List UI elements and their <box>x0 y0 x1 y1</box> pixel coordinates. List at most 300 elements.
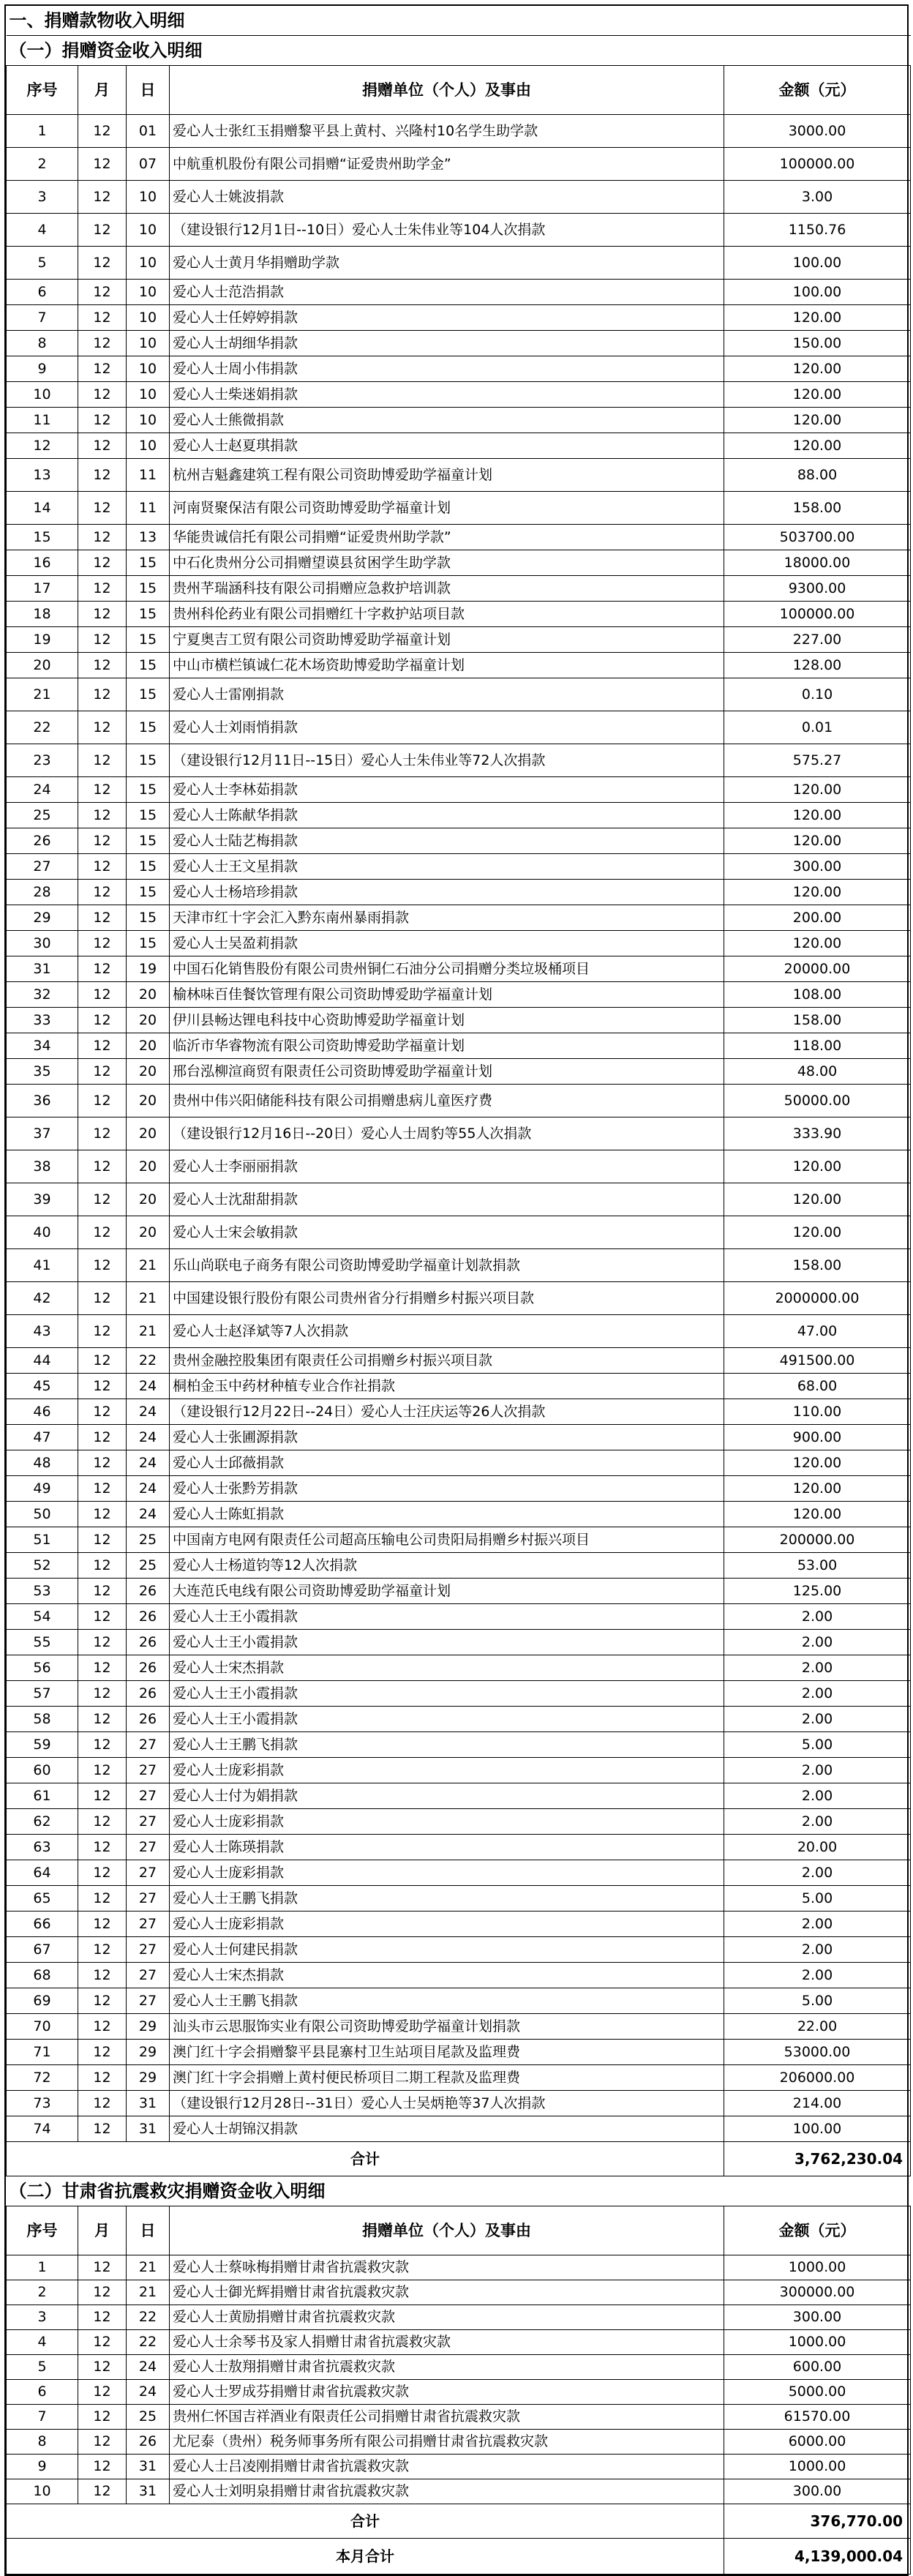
row-amount: 100000.00 <box>724 602 911 627</box>
row-month: 12 <box>78 1630 127 1655</box>
row-number: 25 <box>7 803 78 828</box>
row-month: 12 <box>78 115 127 148</box>
row-donor: 爱心人士刘雨悄捐款 <box>170 711 724 744</box>
row-donor: 爱心人士杨道钧等12人次捐款 <box>170 1553 724 1579</box>
row-donor: 爱心人士宋会敏捐款 <box>170 1216 724 1249</box>
total-value: 376,770.00 <box>724 2504 911 2539</box>
table-row <box>7 1886 911 1912</box>
row-number: 10 <box>7 382 78 408</box>
row-day: 10 <box>127 214 170 247</box>
row-day: 10 <box>127 331 170 356</box>
table-row <box>7 382 911 408</box>
row-donor: 爱心人士王小霞捐款 <box>170 1604 724 1630</box>
row-amount: 100.00 <box>724 2116 911 2142</box>
table-row <box>7 433 911 459</box>
row-amount: 120.00 <box>724 382 911 408</box>
row-month: 12 <box>78 214 127 247</box>
row-donor: 贵州中伟兴阳储能科技有限公司捐赠患病儿童医疗费 <box>170 1085 724 1117</box>
row-amount: 2.00 <box>724 1681 911 1707</box>
row-number: 56 <box>7 1655 78 1681</box>
section2-header-row <box>7 2206 911 2255</box>
row-day: 24 <box>127 2380 170 2405</box>
row-number: 1 <box>7 2255 78 2280</box>
row-donor: 爱心人士沈甜甜捐款 <box>170 1183 724 1216</box>
column-header-donor: 捐赠单位（个人）及事由 <box>170 2206 724 2255</box>
table-row <box>7 181 911 214</box>
row-month: 12 <box>78 1033 127 1059</box>
row-donor: 爱心人士庞彩捐款 <box>170 1912 724 1937</box>
row-month: 12 <box>78 1604 127 1630</box>
table-row <box>7 1059 911 1085</box>
row-number: 11 <box>7 408 78 433</box>
row-day: 31 <box>127 2116 170 2142</box>
table-row <box>7 1502 911 1527</box>
row-donor: 贵州金融控股集团有限责任公司捐赠乡村振兴项目款 <box>170 1348 724 1374</box>
row-amount: 9300.00 <box>724 576 911 602</box>
row-number: 50 <box>7 1502 78 1527</box>
row-number: 53 <box>7 1579 78 1604</box>
row-number: 63 <box>7 1835 78 1860</box>
row-number: 54 <box>7 1604 78 1630</box>
table-row <box>7 331 911 356</box>
row-number: 64 <box>7 1860 78 1886</box>
row-donor: 澳门红十字会捐赠黎平县昆寨村卫生站项目尾款及监理费 <box>170 2040 724 2065</box>
table-row <box>7 280 911 305</box>
row-month: 12 <box>78 1348 127 1374</box>
row-day: 15 <box>127 803 170 828</box>
row-number: 70 <box>7 2014 78 2040</box>
row-day: 27 <box>127 1783 170 1809</box>
table-row <box>7 1117 911 1150</box>
row-amount: 120.00 <box>724 433 911 459</box>
table-row <box>7 777 911 803</box>
row-donor: 爱心人士余琴书及家人捐赠甘肃省抗震救灾款 <box>170 2330 724 2355</box>
row-donor: 爱心人士陈献华捐款 <box>170 803 724 828</box>
table-row <box>7 1732 911 1758</box>
row-number: 62 <box>7 1809 78 1835</box>
row-amount: 110.00 <box>724 1399 911 1425</box>
row-amount: 2.00 <box>724 1707 911 1732</box>
table-row <box>7 2479 911 2504</box>
table-row <box>7 492 911 525</box>
row-month: 12 <box>78 1117 127 1150</box>
row-day: 21 <box>127 1249 170 1282</box>
row-number: 60 <box>7 1758 78 1783</box>
row-day: 11 <box>127 459 170 492</box>
row-number: 48 <box>7 1450 78 1476</box>
row-day: 26 <box>127 1604 170 1630</box>
row-month: 12 <box>78 1059 127 1085</box>
row-day: 26 <box>127 1579 170 1604</box>
row-day: 22 <box>127 2305 170 2330</box>
row-number: 22 <box>7 711 78 744</box>
row-month: 12 <box>78 956 127 982</box>
row-amount: 158.00 <box>724 1249 911 1282</box>
row-day: 24 <box>127 1399 170 1425</box>
row-day: 27 <box>127 1809 170 1835</box>
row-amount: 88.00 <box>724 459 911 492</box>
row-number: 12 <box>7 433 78 459</box>
row-amount: 68.00 <box>724 1374 911 1399</box>
section2-heading-row <box>7 2176 911 2206</box>
table-row <box>7 1150 911 1183</box>
row-number: 51 <box>7 1527 78 1553</box>
row-donor: 乐山尚联电子商务有限公司资助博爱助学福童计划款捐款 <box>170 1249 724 1282</box>
row-number: 6 <box>7 280 78 305</box>
total-label: 合计 <box>7 2504 724 2539</box>
row-day: 20 <box>127 1216 170 1249</box>
row-month: 12 <box>78 1216 127 1249</box>
row-amount: 5000.00 <box>724 2380 911 2405</box>
grand-total-label: 本月合计 <box>7 2539 724 2575</box>
row-month: 12 <box>78 550 127 576</box>
row-day: 15 <box>127 828 170 854</box>
row-day: 22 <box>127 1348 170 1374</box>
table-row <box>7 1085 911 1117</box>
row-number: 2 <box>7 148 78 181</box>
row-donor: 爱心人士赵夏琪捐款 <box>170 433 724 459</box>
row-month: 12 <box>78 356 127 382</box>
row-amount: 1150.76 <box>724 214 911 247</box>
row-donor: 爱心人士姚波捐款 <box>170 181 724 214</box>
column-header-no: 序号 <box>7 2206 78 2255</box>
row-day: 01 <box>127 115 170 148</box>
row-donor: 华能贵诚信托有限公司捐赠“证爱贵州助学款” <box>170 525 724 550</box>
row-number: 32 <box>7 982 78 1008</box>
page-title: 一、捐赠款物收入明细 <box>7 6 911 36</box>
row-number: 41 <box>7 1249 78 1282</box>
row-amount: 1000.00 <box>724 2330 911 2355</box>
row-number: 69 <box>7 1988 78 2014</box>
row-number: 55 <box>7 1630 78 1655</box>
row-number: 42 <box>7 1282 78 1315</box>
row-month: 12 <box>78 1809 127 1835</box>
row-donor: 大连范氏电线有限公司资助博爱助学福童计划 <box>170 1579 724 1604</box>
row-amount: 5.00 <box>724 1988 911 2014</box>
row-amount: 48.00 <box>724 1059 911 1085</box>
row-day: 29 <box>127 2040 170 2065</box>
row-number: 61 <box>7 1783 78 1809</box>
column-header-day: 日 <box>127 66 170 115</box>
row-donor: 爱心人士李林茹捐款 <box>170 777 724 803</box>
row-donor: 榆林味百佳餐饮管理有限公司资助博爱助学福童计划 <box>170 982 724 1008</box>
row-month: 12 <box>78 2380 127 2405</box>
row-number: 67 <box>7 1937 78 1963</box>
total-value: 3,762,230.04 <box>724 2142 911 2176</box>
row-donor: 爱心人士胡锦汉捐款 <box>170 2116 724 2142</box>
row-donor: 爱心人士范浩捐款 <box>170 280 724 305</box>
row-number: 3 <box>7 181 78 214</box>
row-month: 12 <box>78 828 127 854</box>
row-number: 40 <box>7 1216 78 1249</box>
page-title-row <box>7 6 911 36</box>
row-day: 15 <box>127 711 170 744</box>
row-donor: 伊川县畅达锂电科技中心资助博爱助学福童计划 <box>170 1008 724 1033</box>
row-donor: （建设银行12月1日--10日）爱心人士朱伟业等104人次捐款 <box>170 214 724 247</box>
row-amount: 5.00 <box>724 1886 911 1912</box>
row-day: 20 <box>127 982 170 1008</box>
row-amount: 300.00 <box>724 2479 911 2504</box>
row-donor: 爱心人士赵泽斌等7人次捐款 <box>170 1315 724 1348</box>
table-row <box>7 627 911 653</box>
table-row <box>7 1033 911 1059</box>
row-month: 12 <box>78 1183 127 1216</box>
row-number: 26 <box>7 828 78 854</box>
row-donor: 爱心人士庞彩捐款 <box>170 1860 724 1886</box>
row-amount: 100000.00 <box>724 148 911 181</box>
table-row <box>7 2280 911 2305</box>
row-amount: 2.00 <box>724 1783 911 1809</box>
row-amount: 120.00 <box>724 1450 911 1476</box>
row-donor: 爱心人士庞彩捐款 <box>170 1809 724 1835</box>
row-amount: 6000.00 <box>724 2430 911 2455</box>
row-amount: 120.00 <box>724 1183 911 1216</box>
row-month: 12 <box>78 1282 127 1315</box>
row-number: 2 <box>7 2280 78 2305</box>
table-row <box>7 2305 911 2330</box>
row-day: 15 <box>127 931 170 956</box>
row-day: 15 <box>127 550 170 576</box>
row-month: 12 <box>78 2091 127 2116</box>
total-label: 合计 <box>7 2142 724 2176</box>
table-row <box>7 1315 911 1348</box>
row-month: 12 <box>78 2355 127 2380</box>
table-row <box>7 1707 911 1732</box>
section1-heading-row <box>7 36 911 66</box>
row-number: 34 <box>7 1033 78 1059</box>
table-row <box>7 115 911 148</box>
table-row <box>7 1183 911 1216</box>
row-month: 12 <box>78 1758 127 1783</box>
table-row <box>7 1604 911 1630</box>
row-donor: 爱心人士王鹏飞捐款 <box>170 1988 724 2014</box>
row-donor: 爱心人士柴迷娟捐款 <box>170 382 724 408</box>
row-number: 43 <box>7 1315 78 1348</box>
row-amount: 2.00 <box>724 1809 911 1835</box>
row-amount: 1000.00 <box>724 2255 911 2280</box>
row-month: 12 <box>78 1886 127 1912</box>
row-day: 10 <box>127 305 170 331</box>
row-number: 73 <box>7 2091 78 2116</box>
row-number: 35 <box>7 1059 78 1085</box>
row-day: 24 <box>127 1374 170 1399</box>
row-donor: 爱心人士任婷婷捐款 <box>170 305 724 331</box>
table-row <box>7 1450 911 1476</box>
table-row <box>7 1216 911 1249</box>
row-donor: 邢台泓柳渲商贸有限责任公司资助博爱助学福童计划 <box>170 1059 724 1085</box>
row-number: 8 <box>7 331 78 356</box>
row-day: 24 <box>127 1425 170 1450</box>
row-number: 38 <box>7 1150 78 1183</box>
table-row <box>7 247 911 280</box>
row-amount: 120.00 <box>724 931 911 956</box>
row-day: 27 <box>127 1860 170 1886</box>
row-day: 27 <box>127 1937 170 1963</box>
table-row <box>7 214 911 247</box>
donation-sheet <box>4 4 909 2576</box>
row-number: 1 <box>7 115 78 148</box>
row-month: 12 <box>78 1315 127 1348</box>
row-amount: 158.00 <box>724 1008 911 1033</box>
row-month: 12 <box>78 678 127 711</box>
row-month: 12 <box>78 2116 127 2142</box>
row-donor: （建设银行12月28日--31日）爱心人士吴炳艳等37人次捐款 <box>170 2091 724 2116</box>
row-number: 4 <box>7 214 78 247</box>
row-day: 10 <box>127 408 170 433</box>
row-month: 12 <box>78 247 127 280</box>
row-day: 21 <box>127 1315 170 1348</box>
row-day: 13 <box>127 525 170 550</box>
row-amount: 900.00 <box>724 1425 911 1450</box>
table-row <box>7 1476 911 1502</box>
row-month: 12 <box>78 931 127 956</box>
row-amount: 2.00 <box>724 1912 911 1937</box>
row-number: 47 <box>7 1425 78 1450</box>
row-month: 12 <box>78 1937 127 1963</box>
row-number: 37 <box>7 1117 78 1150</box>
row-month: 12 <box>78 1912 127 1937</box>
table-row <box>7 905 911 931</box>
row-month: 12 <box>78 653 127 678</box>
section-heading: （二）甘肃省抗震救灾捐赠资金收入明细 <box>7 2176 911 2206</box>
row-amount: 50000.00 <box>724 1085 911 1117</box>
row-day: 10 <box>127 433 170 459</box>
row-amount: 53.00 <box>724 1553 911 1579</box>
row-month: 12 <box>78 1835 127 1860</box>
row-donor: 临沂市华睿物流有限公司资助博爱助学福童计划 <box>170 1033 724 1059</box>
row-month: 12 <box>78 2479 127 2504</box>
row-donor: 爱心人士雷刚捐款 <box>170 678 724 711</box>
row-month: 12 <box>78 1655 127 1681</box>
row-donor: 爱心人士张圃源捐款 <box>170 1425 724 1450</box>
row-month: 12 <box>78 1450 127 1476</box>
row-donor: 天津市红十字会汇入黔东南州暴雨捐款 <box>170 905 724 931</box>
table-row <box>7 602 911 627</box>
row-donor: 爱心人士王文星捐款 <box>170 854 724 880</box>
row-number: 23 <box>7 744 78 777</box>
row-day: 24 <box>127 1450 170 1476</box>
row-day: 27 <box>127 1988 170 2014</box>
row-donor: 贵州芊瑞涵科技有限公司捐赠应急救护培训款 <box>170 576 724 602</box>
row-month: 12 <box>78 2040 127 2065</box>
row-day: 15 <box>127 880 170 905</box>
table-row <box>7 1963 911 1988</box>
row-amount: 120.00 <box>724 1216 911 1249</box>
row-number: 44 <box>7 1348 78 1374</box>
table-row <box>7 1809 911 1835</box>
row-day: 20 <box>127 1183 170 1216</box>
row-donor: 爱心人士王小霞捐款 <box>170 1630 724 1655</box>
column-header-day: 日 <box>127 2206 170 2255</box>
table-row <box>7 1425 911 1450</box>
row-day: 24 <box>127 1502 170 1527</box>
table-row <box>7 1553 911 1579</box>
row-month: 12 <box>78 777 127 803</box>
donation-table <box>6 6 911 2575</box>
row-month: 12 <box>78 880 127 905</box>
row-amount: 2.00 <box>724 1963 911 1988</box>
row-day: 31 <box>127 2455 170 2479</box>
row-donor: 爱心人士庞彩捐款 <box>170 1758 724 1783</box>
row-month: 12 <box>78 2455 127 2479</box>
row-donor: （建设银行12月11日--15日）爱心人士朱伟业等72人次捐款 <box>170 744 724 777</box>
row-number: 29 <box>7 905 78 931</box>
row-number: 13 <box>7 459 78 492</box>
row-amount: 120.00 <box>724 408 911 433</box>
row-number: 31 <box>7 956 78 982</box>
table-row <box>7 2330 911 2355</box>
row-month: 12 <box>78 1553 127 1579</box>
row-amount: 20000.00 <box>724 956 911 982</box>
row-number: 20 <box>7 653 78 678</box>
table-row <box>7 1655 911 1681</box>
row-amount: 120.00 <box>724 1476 911 1502</box>
row-donor: 中航重机股份有限公司捐赠“证爱贵州助学金” <box>170 148 724 181</box>
row-amount: 5.00 <box>724 1732 911 1758</box>
row-day: 20 <box>127 1059 170 1085</box>
row-month: 12 <box>78 2065 127 2091</box>
column-header-donor: 捐赠单位（个人）及事由 <box>170 66 724 115</box>
row-number: 19 <box>7 627 78 653</box>
row-number: 4 <box>7 2330 78 2355</box>
row-amount: 150.00 <box>724 331 911 356</box>
row-amount: 1000.00 <box>724 2455 911 2479</box>
row-day: 26 <box>127 2430 170 2455</box>
row-day: 22 <box>127 2330 170 2355</box>
row-amount: 53000.00 <box>724 2040 911 2065</box>
table-row <box>7 1937 911 1963</box>
row-number: 5 <box>7 2355 78 2380</box>
table-row <box>7 305 911 331</box>
row-month: 12 <box>78 1732 127 1758</box>
row-month: 12 <box>78 2014 127 2040</box>
row-number: 7 <box>7 305 78 331</box>
row-amount: 120.00 <box>724 777 911 803</box>
table-row <box>7 1860 911 1886</box>
row-donor: （建设银行12月16日--20日）爱心人士周豹等55人次捐款 <box>170 1117 724 1150</box>
table-row <box>7 854 911 880</box>
row-day: 27 <box>127 1963 170 1988</box>
row-number: 18 <box>7 602 78 627</box>
row-day: 10 <box>127 280 170 305</box>
table-row <box>7 880 911 905</box>
table-row <box>7 931 911 956</box>
row-day: 27 <box>127 1732 170 1758</box>
row-amount: 3.00 <box>724 181 911 214</box>
row-number: 17 <box>7 576 78 602</box>
row-donor: 杭州吉魁鑫建筑工程有限公司资助博爱助学福童计划 <box>170 459 724 492</box>
row-amount: 118.00 <box>724 1033 911 1059</box>
row-month: 12 <box>78 1783 127 1809</box>
row-month: 12 <box>78 2405 127 2430</box>
table-row <box>7 2430 911 2455</box>
row-number: 16 <box>7 550 78 576</box>
row-day: 31 <box>127 2091 170 2116</box>
row-amount: 120.00 <box>724 880 911 905</box>
row-day: 20 <box>127 1117 170 1150</box>
row-number: 52 <box>7 1553 78 1579</box>
row-month: 12 <box>78 905 127 931</box>
row-donor: 爱心人士御光辉捐赠甘肃省抗震救灾款 <box>170 2280 724 2305</box>
table-row <box>7 678 911 711</box>
row-donor: 爱心人士邱薇捐款 <box>170 1450 724 1476</box>
row-month: 12 <box>78 459 127 492</box>
row-amount: 2000000.00 <box>724 1282 911 1315</box>
table-row <box>7 1399 911 1425</box>
row-amount: 0.01 <box>724 711 911 744</box>
row-number: 57 <box>7 1681 78 1707</box>
row-number: 5 <box>7 247 78 280</box>
